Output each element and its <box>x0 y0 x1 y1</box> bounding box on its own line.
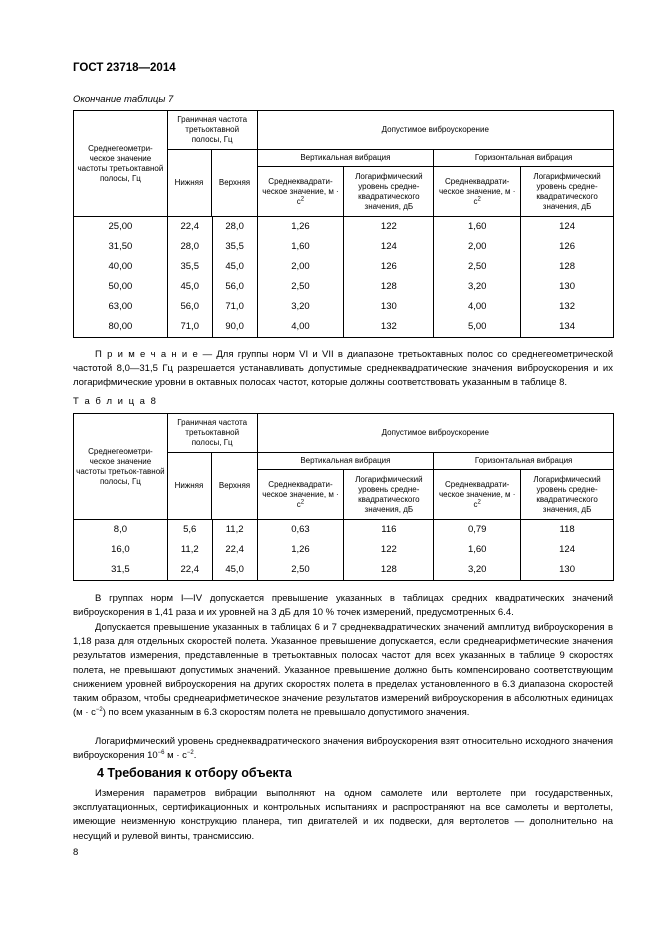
table-cell: 50,00 <box>74 277 168 297</box>
table-cell: 124 <box>344 237 434 257</box>
table-cell: 1,60 <box>434 540 521 560</box>
table-cell: 2,00 <box>434 237 521 257</box>
table-cell: 132 <box>521 297 614 317</box>
t7-col-rms-horiz: Среднеквадрати-ческое значение, $м \cdot с^2$ <box>434 167 521 217</box>
table-cell: 22,4 <box>212 540 257 560</box>
table-row <box>74 520 614 541</box>
table-row <box>74 560 614 581</box>
t8-col-rms-vert: Среднеквадрати-ческое значение, $м \cdot с^2$ <box>257 470 344 520</box>
t8-col-upper: Верхняя <box>218 481 251 490</box>
table-cell: 45,0 <box>167 277 212 297</box>
table-cell: 56,0 <box>212 277 257 297</box>
table-row <box>74 237 614 257</box>
table7 <box>73 110 614 338</box>
table-cell: 122 <box>344 217 434 238</box>
paragraph-2: Допускается превышение указанных в таблицах 6 и 7 среднеквадратических значений амплитуд виброускорения в 1,18 раза для отдельных скоростей полета. Указанное превышение допускается, если среднеарифметические значения результатов измерения, представленные в третьоктавных полосах частот для всех указанных в таблице 9 скоростях полета, не превышают допустимых значений. Указанное превышение должно быть компенсировано соответствующим снижением уровней виброускорения на других скоростях полета в пределах установленного в 6.3 диапазона скоростей таким образом, чтобы среднеарифметическое значение результатов измерений виброускорения в абсолютных единицах $(м \cdot с^{-2})$ по всем указанным в 6.3 скоростям полета не превышало допустимого значения. <box>73 622 613 719</box>
table-cell: 4,00 <box>434 297 521 317</box>
table-cell: 116 <box>344 520 434 541</box>
table-cell: 1,26 <box>257 540 344 560</box>
table-cell: 132 <box>344 317 434 338</box>
table-cell: 1,26 <box>257 217 344 238</box>
table-cell: 22,4 <box>167 560 212 581</box>
table-cell: 3,20 <box>434 560 521 581</box>
t7-col-allowed: Допустимое виброускорение <box>257 111 613 150</box>
t7-col-upper: Верхняя <box>218 178 251 187</box>
table-cell: 71,0 <box>212 297 257 317</box>
table-cell: 8,0 <box>74 520 168 541</box>
table-cell: 2,50 <box>434 257 521 277</box>
paragraph-1: В группах норм I—IV допускается превышение указанных в таблицах средних квадратических значений виброускорения в 1,41 раза и их уровней на 3 дБ для 10 % точек измерений, предусмотренных 6.4. <box>73 593 613 619</box>
table-cell: 25,00 <box>74 217 168 238</box>
table-row <box>74 217 614 238</box>
table-cell: 35,5 <box>167 257 212 277</box>
table-cell: 80,00 <box>74 317 168 338</box>
table-row <box>74 257 614 277</box>
table-cell: 130 <box>344 297 434 317</box>
table-cell: 2,50 <box>257 277 344 297</box>
table-cell: 126 <box>521 237 614 257</box>
t7-col-log-horiz: Логарифмический уровень средне-квадратического значения, дБ <box>521 167 614 217</box>
t8-col-vert: Вертикальная вибрация <box>257 453 434 470</box>
table8-caption: Т а б л и ц а 8 <box>73 396 158 407</box>
table-cell: 1,60 <box>257 237 344 257</box>
table-cell: 118 <box>521 520 614 541</box>
table-cell: 134 <box>521 317 614 338</box>
t7-col-bound: Граничная частота третьоктавной полосы, Гц <box>167 111 257 150</box>
section-4-text: Измерения параметров вибрации выполняют на одном самолете или вертолете при государственных, эксплуатационных, сертификационных и контрольных испытаниях и распространяют на все самолеты и вертолеты, имеющие неизменную конструкцию планера, тип двигателей и их подвески, для вертолетов — дополнительно на несущий и рулевой винты, трансмиссию. <box>73 788 613 842</box>
table-cell: 126 <box>344 257 434 277</box>
t7-col-lower: Нижняя <box>167 149 212 216</box>
table-cell: 56,0 <box>167 297 212 317</box>
t7-col-horiz: Горизонтальная вибрация <box>434 150 614 167</box>
table-row <box>74 317 614 338</box>
t7-col-log-vert: Логарифмический уровень средне-квадратического значения, дБ <box>344 167 434 217</box>
table-cell: 11,2 <box>167 540 212 560</box>
t8-col-log-horiz: Логарифмический уровень средне-квадратического значения, дБ <box>521 470 614 520</box>
t8-lower-upper-header <box>167 452 257 519</box>
t8-col-rms-horiz: Среднеквадрати-ческое значение, $м \cdot с^2$ <box>434 470 521 520</box>
table-cell: 63,00 <box>74 297 168 317</box>
table-cell: 5,00 <box>434 317 521 338</box>
table-cell: 1,60 <box>434 217 521 238</box>
t8-col-bound: Граничная частота третьоктавной полосы, Гц <box>167 414 257 453</box>
table-cell: 5,6 <box>167 520 212 541</box>
table-cell: 31,5 <box>74 560 168 581</box>
table-cell: 128 <box>521 257 614 277</box>
table-cell: 2,00 <box>257 257 344 277</box>
table-cell: 11,2 <box>212 520 257 541</box>
table7-caption: Окончание таблицы 7 <box>73 94 174 105</box>
t8-col-horiz: Горизонтальная вибрация <box>434 453 614 470</box>
table-row <box>74 540 614 560</box>
table-cell: 31,50 <box>74 237 168 257</box>
table8 <box>73 413 614 581</box>
table-cell: 130 <box>521 277 614 297</box>
table7-note: П р и м е ч а н и е — Для группы норм VI и VII в диапазоне третьоктавных полос со среднегеометрической частотой 8,0—31,5 Гц разрешается устанавливать допустимые среднеквадратические значения виброускорения и их логарифмические уровни в октавных полосах частот, которые должны соответствовать указанным в таблице 8. <box>73 349 613 388</box>
table-cell: 0,63 <box>257 520 344 541</box>
table-cell: 22,4 <box>167 217 212 238</box>
table-cell: 124 <box>521 540 614 560</box>
table-row <box>74 297 614 317</box>
table-cell: 122 <box>344 540 434 560</box>
page-number: 8 <box>73 847 79 858</box>
t8-col-mean: Среднегеометри-ческое значение частоты третьок-тавной полосы, Гц <box>74 414 168 520</box>
table-cell: 28,0 <box>212 217 257 238</box>
t8-col-log-vert: Логарифмический уровень средне-квадратического значения, дБ <box>344 470 434 520</box>
t7-col-rms-vert: Среднеквадрати-ческое значение, $м \cdot с^2$ <box>257 167 344 217</box>
paragraph-3: Логарифмический уровень среднеквадратического значения виброускорения взят относительно исходного значения виброускорения $10^{-6}$ $м \cdot с^{-2}$. <box>73 736 613 762</box>
table-row <box>74 277 614 297</box>
table-cell: 128 <box>344 277 434 297</box>
table-cell: 28,0 <box>167 237 212 257</box>
document-header: ГОСТ 23718—2014 <box>73 62 176 74</box>
t7-lower-upper-header <box>167 149 257 216</box>
table-cell: 45,0 <box>212 560 257 581</box>
section-4-title: 4 Требования к отбору объекта <box>97 766 292 780</box>
table-cell: 128 <box>344 560 434 581</box>
t8-col-allowed: Допустимое виброускорение <box>257 414 613 453</box>
table-cell: 16,0 <box>74 540 168 560</box>
table-cell: 2,50 <box>257 560 344 581</box>
table-cell: 35,5 <box>212 237 257 257</box>
table-cell: 40,00 <box>74 257 168 277</box>
table-cell: 3,20 <box>434 277 521 297</box>
table-cell: 45,0 <box>212 257 257 277</box>
table-cell: 4,00 <box>257 317 344 338</box>
t7-col-mean: Среднегеометри-ческое значение частоты третьоктавной полосы, Гц <box>74 111 168 217</box>
table-cell: 130 <box>521 560 614 581</box>
t8-col-lower: Нижняя <box>167 452 212 519</box>
table-cell: 90,0 <box>212 317 257 338</box>
table-cell: 0,79 <box>434 520 521 541</box>
table-cell: 3,20 <box>257 297 344 317</box>
table-cell: 124 <box>521 217 614 238</box>
table-cell: 71,0 <box>167 317 212 338</box>
t7-col-vert: Вертикальная вибрация <box>257 150 434 167</box>
